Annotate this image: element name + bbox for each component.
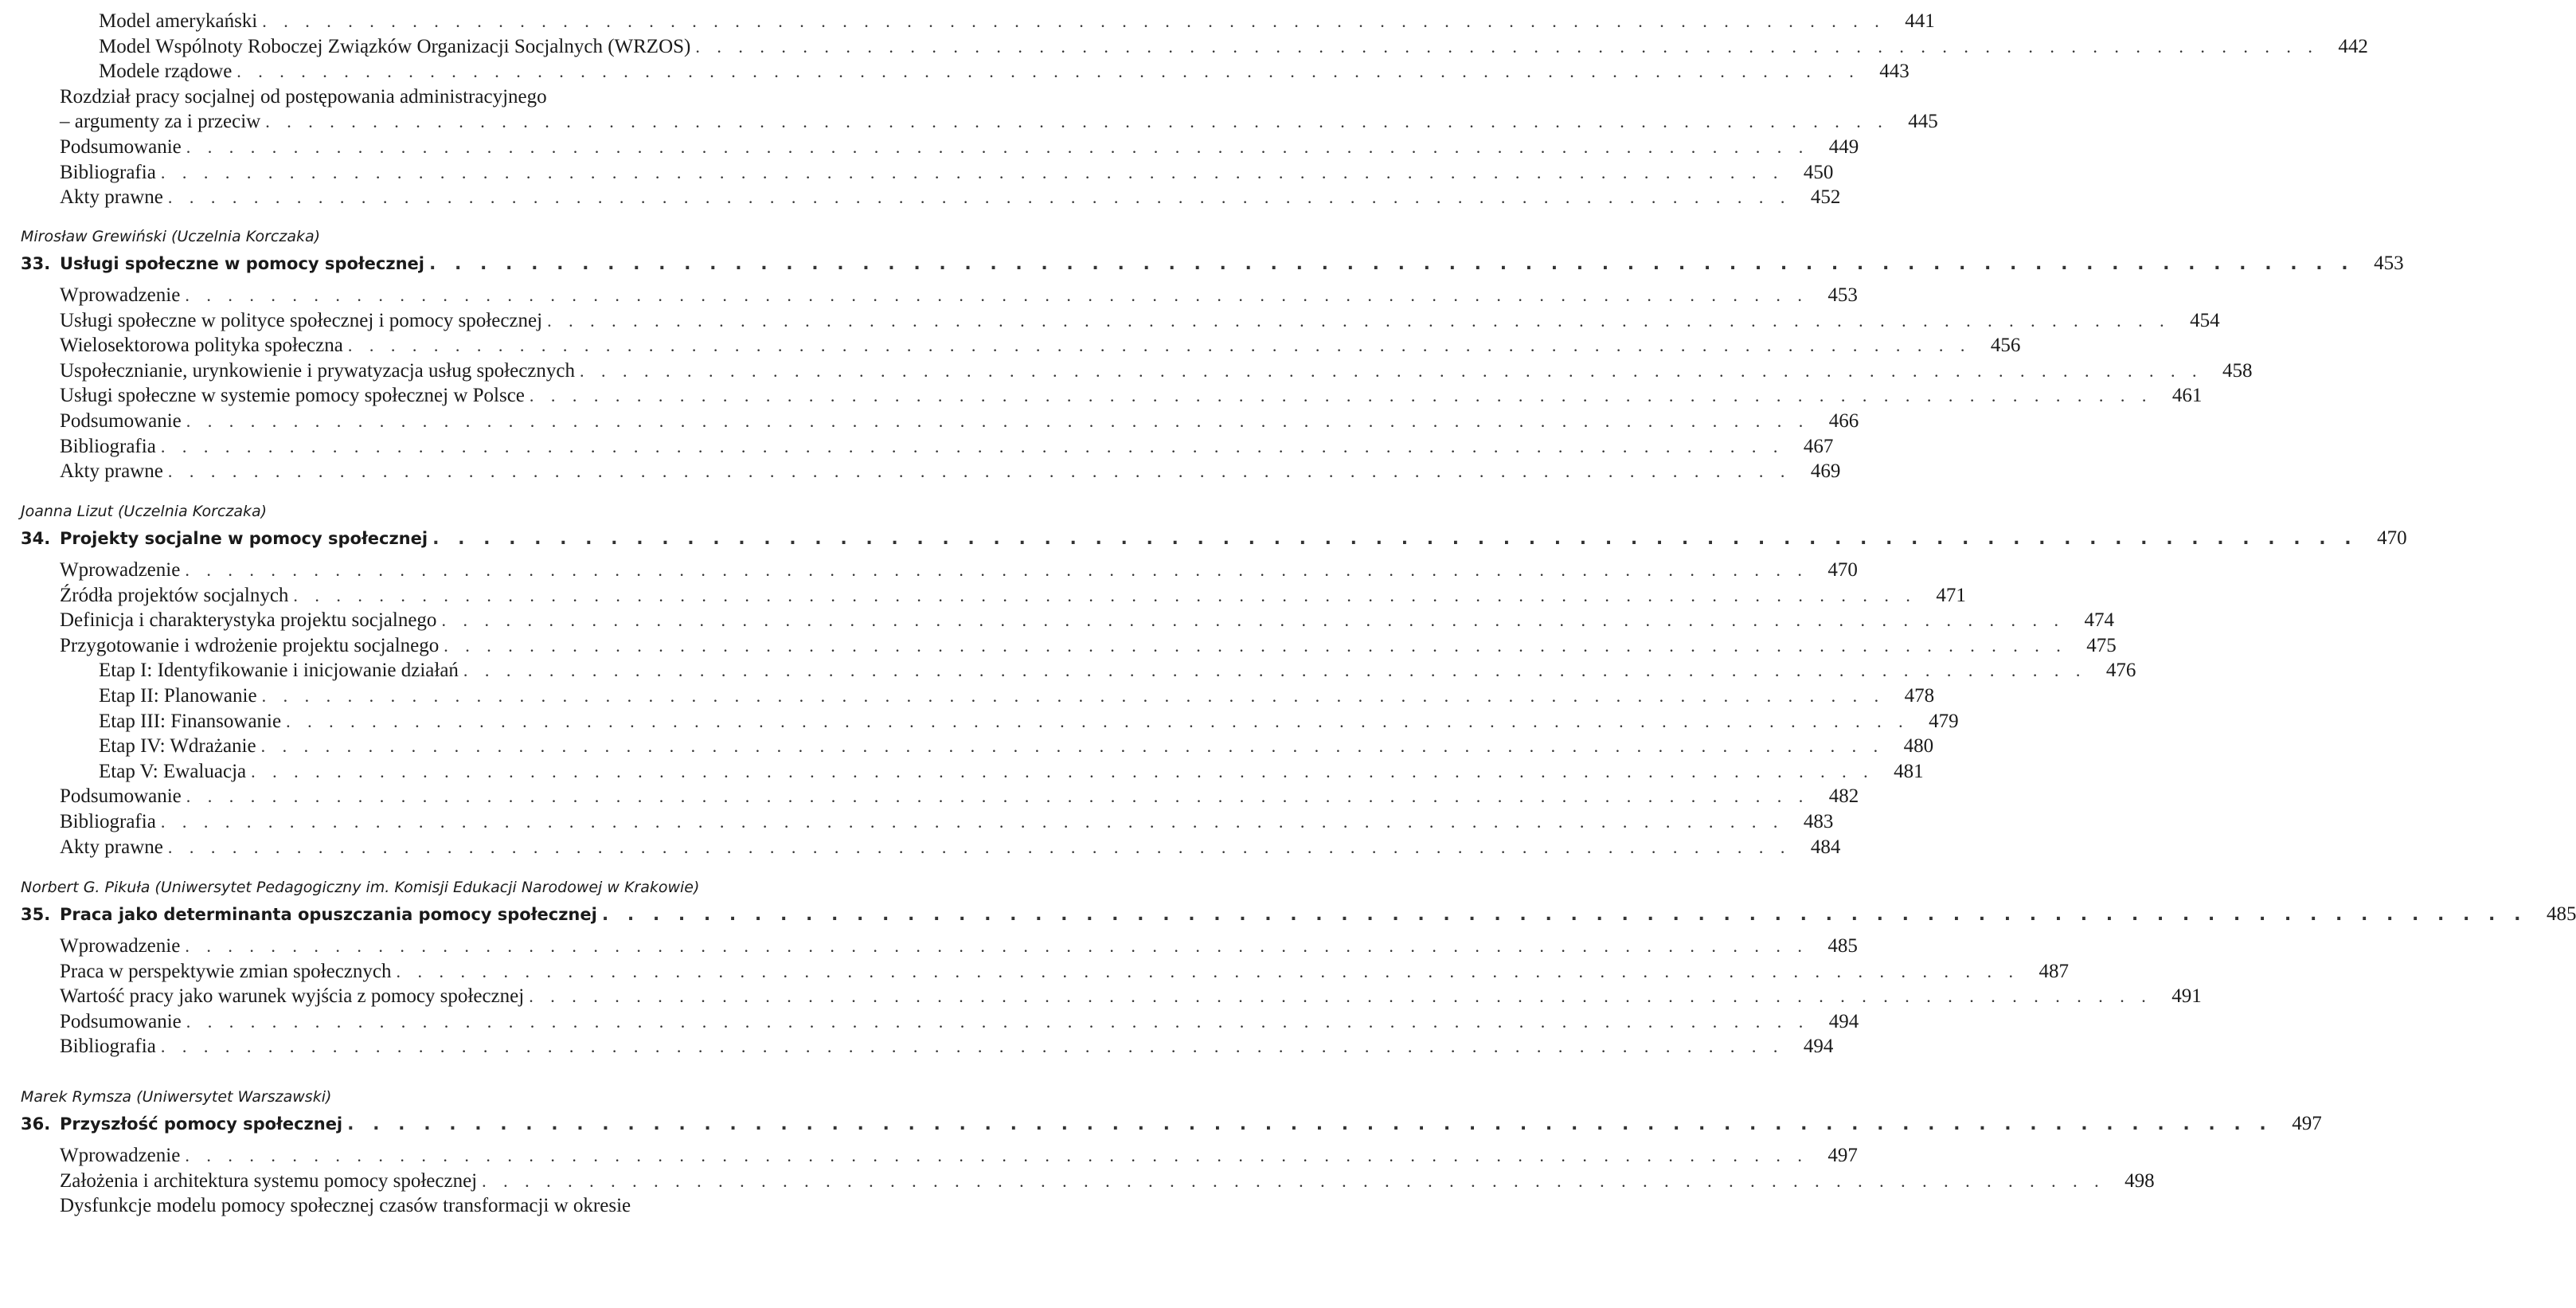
toc-entry-title: Bibliografia: [60, 161, 156, 183]
page-number: 480: [1903, 735, 1934, 758]
toc-entry: [99, 8, 1935, 35]
toc-entry-title: Wielosektorowa polityka społeczna: [60, 335, 343, 357]
toc-entry: [60, 1033, 1834, 1060]
dot-leader: . . . . . . . . . . . . . . . . . . . . . . . . . . . . . . . . . . . . . . . . . . . . . . . . . . . . . . . . . . . . . . . . . . . . . . . . . . . .: [529, 386, 2153, 406]
page-number: 461: [2171, 385, 2203, 407]
toc-entry: [60, 408, 1859, 435]
dot-leader: . . . . . . . . . . . . . . . . . . . . . . . . . . . . . . . . . . . . . . . . . . . . . . . . . . . . . . . . . . . . . . . . . . . . . . . . . . . .: [695, 36, 2319, 57]
toc-entry-title: Rozdział pracy socjalnej od postępowania administracyjnego: [60, 85, 547, 108]
toc-entry: [60, 834, 1841, 861]
toc-entry-title: Usługi społeczne w systemie pomocy społecznej w Polsce: [60, 385, 525, 407]
toc-entry: [99, 758, 1924, 785]
page-number: 443: [1879, 61, 1910, 83]
toc-entry: [99, 708, 1959, 735]
page-number: 494: [1828, 1010, 1859, 1032]
dot-leader: . . . . . . . . . . . . . . . . . . . . . . . . . . . . . . . . . . . . . . . . . . . . . . . . . . . . . . . . . . . . . . . . . . . . . . . . . . . .: [601, 905, 2527, 925]
page-number: 471: [1936, 584, 1966, 606]
toc-entry: [60, 607, 2114, 634]
dot-leader: . . . . . . . . . . . . . . . . . . . . . . . . . . . . . . . . . . . . . . . . . . . . . . . . . . . . . . . . . . . . . . . . . . . . . . . . . . . .: [580, 360, 2203, 381]
toc-entry-title: Bibliografia: [60, 811, 156, 832]
dot-leader: . . . . . . . . . . . . . . . . . . . . . . . . . . . . . . . . . . . . . . . . . . . . . . . . . . . . . . . . . . . . . . . . . . . . . . . . . . . .: [160, 436, 1784, 456]
toc-entry-title: Podsumowanie: [60, 785, 182, 808]
dot-leader: . . . . . . . . . . . . . . . . . . . . . . . . . . . . . . . . . . . . . . . . . . . . . . . . . . . . . . . . . . . . . . . . . . . . . . . . . . . .: [482, 1170, 2105, 1191]
dot-leader: . . . . . . . . . . . . . . . . . . . . . . . . . . . . . . . . . . . . . . . . . . . . . . . . . . . . . . . . . . . . . . . . . . . . . . . . . . . .: [167, 836, 1792, 857]
chapter-title-text: Usługi społeczne w pomocy społecznej: [60, 254, 424, 273]
toc-entry: [60, 1008, 1859, 1036]
toc-entry-title: Dysfunkcje modelu pomocy społecznej czasów transformacji w okresie: [60, 1195, 631, 1217]
chapter-number: 33.: [21, 254, 51, 273]
toc-entry: [99, 58, 1910, 85]
dot-leader: . . . . . . . . . . . . . . . . . . . . . . . . . . . . . . . . . . . . . . . . . . . . . . . . . . . . . . . . . . . . . . . . . . . . . . . . . . . .: [186, 411, 1810, 431]
dot-leader: . . . . . . . . . . . . . . . . . . . . . . . . . . . . . . . . . . . . . . . . . . . . . . . . . . . . . . . . . . . . . . . . . . . . . . . . . . . .: [441, 610, 2065, 631]
dot-leader: . . . . . . . . . . . . . . . . . . . . . . . . . . . . . . . . . . . . . . . . . . . . . . . . . . . . . . . . . . . . . . . . . . . . . . . . . . . .: [261, 686, 1886, 706]
page-number: 484: [1810, 836, 1841, 858]
toc-entry-title: Podsumowanie: [60, 136, 182, 158]
toc-entry-title: Wprowadzenie: [60, 559, 181, 581]
toc-entry-title: Akty prawne: [60, 460, 163, 483]
page-number: 491: [2171, 985, 2202, 1008]
page-number: 497: [1827, 1145, 1858, 1166]
toc-entry-title: Przygotowanie i wdrożenie projektu socjalnego: [60, 634, 440, 656]
chapter-heading-34-title: [21, 525, 428, 552]
toc-entry-title: Etap III: Finansowanie: [99, 710, 282, 732]
dot-leader: . . . . . . . . . . . . . . . . . . . . . . . . . . . . . . . . . . . . . . . . . . . . . . . . . . . . . . . . . . . . . . . . . . . . . . . . . . . .: [236, 61, 1860, 82]
chapter-number: 35.: [21, 905, 51, 924]
toc-entry: [60, 134, 1859, 161]
chapter-heading-33-title: [21, 250, 424, 277]
page-number: 453: [1827, 284, 1858, 306]
toc-entry-title: Źródła projektów socjalnych: [60, 584, 289, 606]
toc-entry: [60, 809, 1834, 836]
chapter-heading-35: [21, 901, 2576, 928]
dot-leader: . . . . . . . . . . . . . . . . . . . . . . . . . . . . . . . . . . . . . . . . . . . . . . . . . . . . . . . . . . . . . . . . . . . . . . . . . . . .: [186, 137, 1810, 157]
dot-leader: . . . . . . . . . . . . . . . . . . . . . . . . . . . . . . . . . . . . . . . . . . . . . . . . . . . . . . . . . . . . . . . . . . . . . . . . . . . .: [444, 635, 2067, 656]
page-number: 467: [1803, 435, 1834, 457]
dot-leader: . . . . . . . . . . . . . . . . . . . . . . . . . . . . . . . . . . . . . . . . . . . . . . . . . . . . . . . . . . . . . . . . . . . . . . . . . . . .: [262, 11, 1886, 31]
toc-entry-title: Model Wspólnoty Roboczej Związków Organizacji Socjalnych (WRZOS): [99, 35, 691, 57]
toc-entry-title: Podsumowanie: [60, 1010, 182, 1032]
toc-entry-title: – argumenty za i przeciw: [60, 111, 261, 133]
chapter-heading-33: [21, 250, 2404, 277]
toc-entry-title: Usługi społeczne w polityce społecznej i pomocy społecznej: [60, 309, 543, 331]
page-number: 466: [1828, 410, 1859, 432]
page-number: 441: [1905, 10, 1935, 32]
toc-entry: [60, 983, 2202, 1010]
dot-leader: . . . . . . . . . . . . . . . . . . . . . . . . . . . . . . . . . . . . . . . . . . . . . . . . . . . . . . . . . . . . . . . . . . . . . . . . . . . .: [529, 986, 2152, 1007]
dot-leader: . . . . . . . . . . . . . . . . . . . . . . . . . . . . . . . . . . . . . . . . . . . . . . . . . . . . . . . . . . . . . . . . . . . . . . . . . . . .: [251, 761, 1874, 781]
toc-entry-title: Praca w perspektywie zmian społecznych: [60, 960, 392, 982]
toc-entry-title: Wprowadzenie: [60, 1145, 181, 1166]
toc-entry: [60, 783, 1859, 810]
toc-entry: [60, 958, 2070, 985]
dot-leader: . . . . . . . . . . . . . . . . . . . . . . . . . . . . . . . . . . . . . . . . . . . . . . . . . . . . . . . . . . . . . . . . . . . . . . . . . . . .: [286, 711, 1910, 731]
toc-entry: [60, 582, 1966, 609]
page-number: 478: [1904, 685, 1935, 707]
toc-entry: [60, 557, 1858, 584]
page-number: 456: [1990, 335, 2021, 357]
dot-leader: . . . . . . . . . . . . . . . . . . . . . . . . . . . . . . . . . . . . . . . . . . . . . . . . . . . . . . . . . . . . . . . . . . . . . . . . . . . .: [347, 1114, 2273, 1134]
dot-leader: . . . . . . . . . . . . . . . . . . . . . . . . . . . . . . . . . . . . . . . . . . . . . . . . . . . . . . . . . . . . . . . . . . . . . . . . . . . .: [185, 560, 1808, 580]
dot-leader: . . . . . . . . . . . . . . . . . . . . . . . . . . . . . . . . . . . . . . . . . . . . . . . . . . . . . . . . . . . . . . . . . . . . . . . . . . . .: [347, 335, 1972, 356]
chapter-heading-36-title: [21, 1110, 342, 1138]
chapter-author: Marek Rymsza (Uniwersytet Warszawski): [21, 1088, 332, 1106]
dot-leader: . . . . . . . . . . . . . . . . . . . . . . . . . . . . . . . . . . . . . . . . . . . . . . . . . . . . . . . . . . . . . . . . . . . . . . . . . . . .: [463, 660, 2087, 681]
toc-entry-title: Modele rządowe: [99, 61, 233, 83]
page-number: 476: [2105, 660, 2136, 682]
chapter-author: Mirosław Grewiński (Uczelnia Korczaka): [21, 228, 321, 245]
toc-entry-title: Akty prawne: [60, 836, 163, 858]
page-number: 449: [1828, 136, 1859, 158]
page-number: 469: [1810, 460, 1841, 483]
toc-entry-title: Wprowadzenie: [60, 284, 181, 306]
toc-entry: [99, 733, 1934, 760]
page-number: 453: [2374, 253, 2404, 274]
chapter-author: Joanna Lizut (Uczelnia Korczaka): [21, 503, 268, 520]
page-number: 487: [2039, 960, 2070, 982]
page-number: 498: [2125, 1169, 2155, 1192]
toc-entry-title: Podsumowanie: [60, 410, 182, 432]
dot-leader: . . . . . . . . . . . . . . . . . . . . . . . . . . . . . . . . . . . . . . . . . . . . . . . . . . . . . . . . . . . . . . . . . . . . . . . . . . . .: [547, 310, 2171, 331]
toc-entry: [60, 382, 2203, 409]
chapter-number: 34.: [21, 529, 51, 548]
toc-entry: [60, 108, 1938, 135]
page-number: 483: [1803, 811, 1834, 832]
chapter-author: Norbert G. Pikuła (Uniwersytet Pedagogiczny im. Komisji Edukacji Narodowej w Krakowie): [21, 879, 700, 896]
page-number: 485: [2546, 903, 2576, 925]
chapter-title-text: Praca jako determinanta opuszczania pomocy społecznej: [60, 905, 597, 924]
toc-entry: [99, 683, 1935, 710]
dot-leader: . . . . . . . . . . . . . . . . . . . . . . . . . . . . . . . . . . . . . . . . . . . . . . . . . . . . . . . . . . . . . . . . . . . . . . . . . . . .: [260, 736, 1885, 757]
dot-leader: . . . . . . . . . . . . . . . . . . . . . . . . . . . . . . . . . . . . . . . . . . . . . . . . . . . . . . . . . . . . . . . . . . . . . . . . . . . .: [160, 812, 1784, 832]
toc-entry-title: Założenia i architektura systemu pomocy społecznej: [60, 1169, 478, 1192]
toc-entry: [60, 84, 800, 111]
toc-entry: [60, 1192, 800, 1220]
page-number: 497: [2292, 1113, 2322, 1134]
chapter-heading-36: [21, 1110, 2322, 1138]
dot-leader: . . . . . . . . . . . . . . . . . . . . . . . . . . . . . . . . . . . . . . . . . . . . . . . . . . . . . . . . . . . . . . . . . . . . . . . . . . . .: [293, 585, 1917, 605]
toc-entry: [60, 358, 2253, 385]
toc-entry-title: Etap I: Identyfikowanie i inicjowanie działań: [99, 660, 459, 682]
toc-entry-title: Uspołecznianie, urynkowienie i prywatyzacja usług społecznych: [60, 359, 575, 382]
page-number: 475: [2086, 634, 2117, 656]
toc-entry: [60, 307, 2220, 335]
toc-entry: [60, 1168, 2155, 1195]
dot-leader: . . . . . . . . . . . . . . . . . . . . . . . . . . . . . . . . . . . . . . . . . . . . . . . . . . . . . . . . . . . . . . . . . . . . . . . . . . . .: [185, 1145, 1808, 1165]
page-number: 452: [1810, 186, 1841, 209]
toc-entry-title: Bibliografia: [60, 1036, 156, 1058]
dot-leader: . . . . . . . . . . . . . . . . . . . . . . . . . . . . . . . . . . . . . . . . . . . . . . . . . . . . . . . . . . . . . . . . . . . . . . . . . . . .: [160, 1036, 1784, 1057]
dot-leader: . . . . . . . . . . . . . . . . . . . . . . . . . . . . . . . . . . . . . . . . . . . . . . . . . . . . . . . . . . . . . . . . . . . . . . . . . . . .: [429, 254, 2355, 274]
dot-leader: . . . . . . . . . . . . . . . . . . . . . . . . . . . . . . . . . . . . . . . . . . . . . . . . . . . . . . . . . . . . . . . . . . . . . . . . . . . .: [160, 162, 1784, 182]
page-number: 494: [1803, 1036, 1834, 1058]
chapter-heading-35-title: [21, 901, 597, 928]
page-number: 485: [1827, 935, 1858, 957]
dot-leader: . . . . . . . . . . . . . . . . . . . . . . . . . . . . . . . . . . . . . . . . . . . . . . . . . . . . . . . . . . . . . . . . . . . . . . . . . . . .: [167, 461, 1792, 482]
chapter-title-text: Przyszłość pomocy społecznej: [60, 1114, 343, 1134]
page-number: 470: [2377, 527, 2407, 549]
toc-entry: [60, 332, 2021, 359]
page-number: 470: [1827, 559, 1858, 581]
dot-leader: . . . . . . . . . . . . . . . . . . . . . . . . . . . . . . . . . . . . . . . . . . . . . . . . . . . . . . . . . . . . . . . . . . . . . . . . . . . .: [185, 936, 1808, 956]
page-number: 458: [2222, 359, 2253, 382]
dot-leader: . . . . . . . . . . . . . . . . . . . . . . . . . . . . . . . . . . . . . . . . . . . . . . . . . . . . . . . . . . . . . . . . . . . . . . . . . . . .: [432, 529, 2358, 549]
chapter-heading-34: [21, 525, 2407, 552]
page-number: 454: [2190, 309, 2220, 331]
dot-leader: . . . . . . . . . . . . . . . . . . . . . . . . . . . . . . . . . . . . . . . . . . . . . . . . . . . . . . . . . . . . . . . . . . . . . . . . . . . .: [167, 187, 1792, 208]
toc-entry-title: Etap IV: Wdrażanie: [99, 735, 256, 758]
dot-leader: . . . . . . . . . . . . . . . . . . . . . . . . . . . . . . . . . . . . . . . . . . . . . . . . . . . . . . . . . . . . . . . . . . . . . . . . . . . .: [186, 786, 1810, 807]
page-number: 482: [1828, 785, 1859, 808]
toc-entry-title: Model amerykański: [99, 10, 258, 32]
toc-entry: [99, 657, 2136, 684]
page-number: 445: [1908, 111, 1938, 133]
toc-entry-title: Akty prawne: [60, 186, 163, 209]
chapter-title-text: Projekty socjalne w pomocy społecznej: [60, 529, 428, 548]
toc-entry: [60, 282, 1858, 309]
page-number: 481: [1894, 760, 1924, 782]
page-number: 442: [2338, 35, 2368, 57]
page-number: 474: [2084, 609, 2114, 632]
dot-leader: . . . . . . . . . . . . . . . . . . . . . . . . . . . . . . . . . . . . . . . . . . . . . . . . . . . . . . . . . . . . . . . . . . . . . . . . . . . .: [265, 112, 1889, 132]
page-number: 479: [1929, 710, 1959, 732]
toc-entry: [99, 33, 2368, 61]
toc-entry-title: Bibliografia: [60, 435, 156, 457]
page-number: 450: [1803, 161, 1834, 183]
toc-entry-title: Wartość pracy jako warunek wyjścia z pomocy społecznej: [60, 985, 525, 1008]
toc-entry: [60, 458, 1841, 485]
toc-entry: [60, 184, 1841, 211]
toc-entry: [60, 433, 1834, 460]
dot-leader: . . . . . . . . . . . . . . . . . . . . . . . . . . . . . . . . . . . . . . . . . . . . . . . . . . . . . . . . . . . . . . . . . . . . . . . . . . . .: [186, 1011, 1810, 1032]
toc-entry: [60, 1142, 1858, 1169]
dot-leader: . . . . . . . . . . . . . . . . . . . . . . . . . . . . . . . . . . . . . . . . . . . . . . . . . . . . . . . . . . . . . . . . . . . . . . . . . . . .: [396, 961, 2020, 981]
toc-entry-title: Definicja i charakterystyka projektu socjalnego: [60, 609, 437, 632]
toc-entry: [60, 632, 2117, 660]
toc-entry-title: Etap II: Planowanie: [99, 685, 257, 707]
dot-leader: . . . . . . . . . . . . . . . . . . . . . . . . . . . . . . . . . . . . . . . . . . . . . . . . . . . . . . . . . . . . . . . . . . . . . . . . . . . .: [185, 285, 1808, 305]
toc-entry: [60, 159, 1834, 186]
toc-entry: [60, 933, 1858, 960]
chapter-number: 36.: [21, 1114, 51, 1134]
toc-entry-title: Etap V: Ewaluacja: [99, 760, 247, 782]
toc-entry-title: Wprowadzenie: [60, 935, 181, 957]
